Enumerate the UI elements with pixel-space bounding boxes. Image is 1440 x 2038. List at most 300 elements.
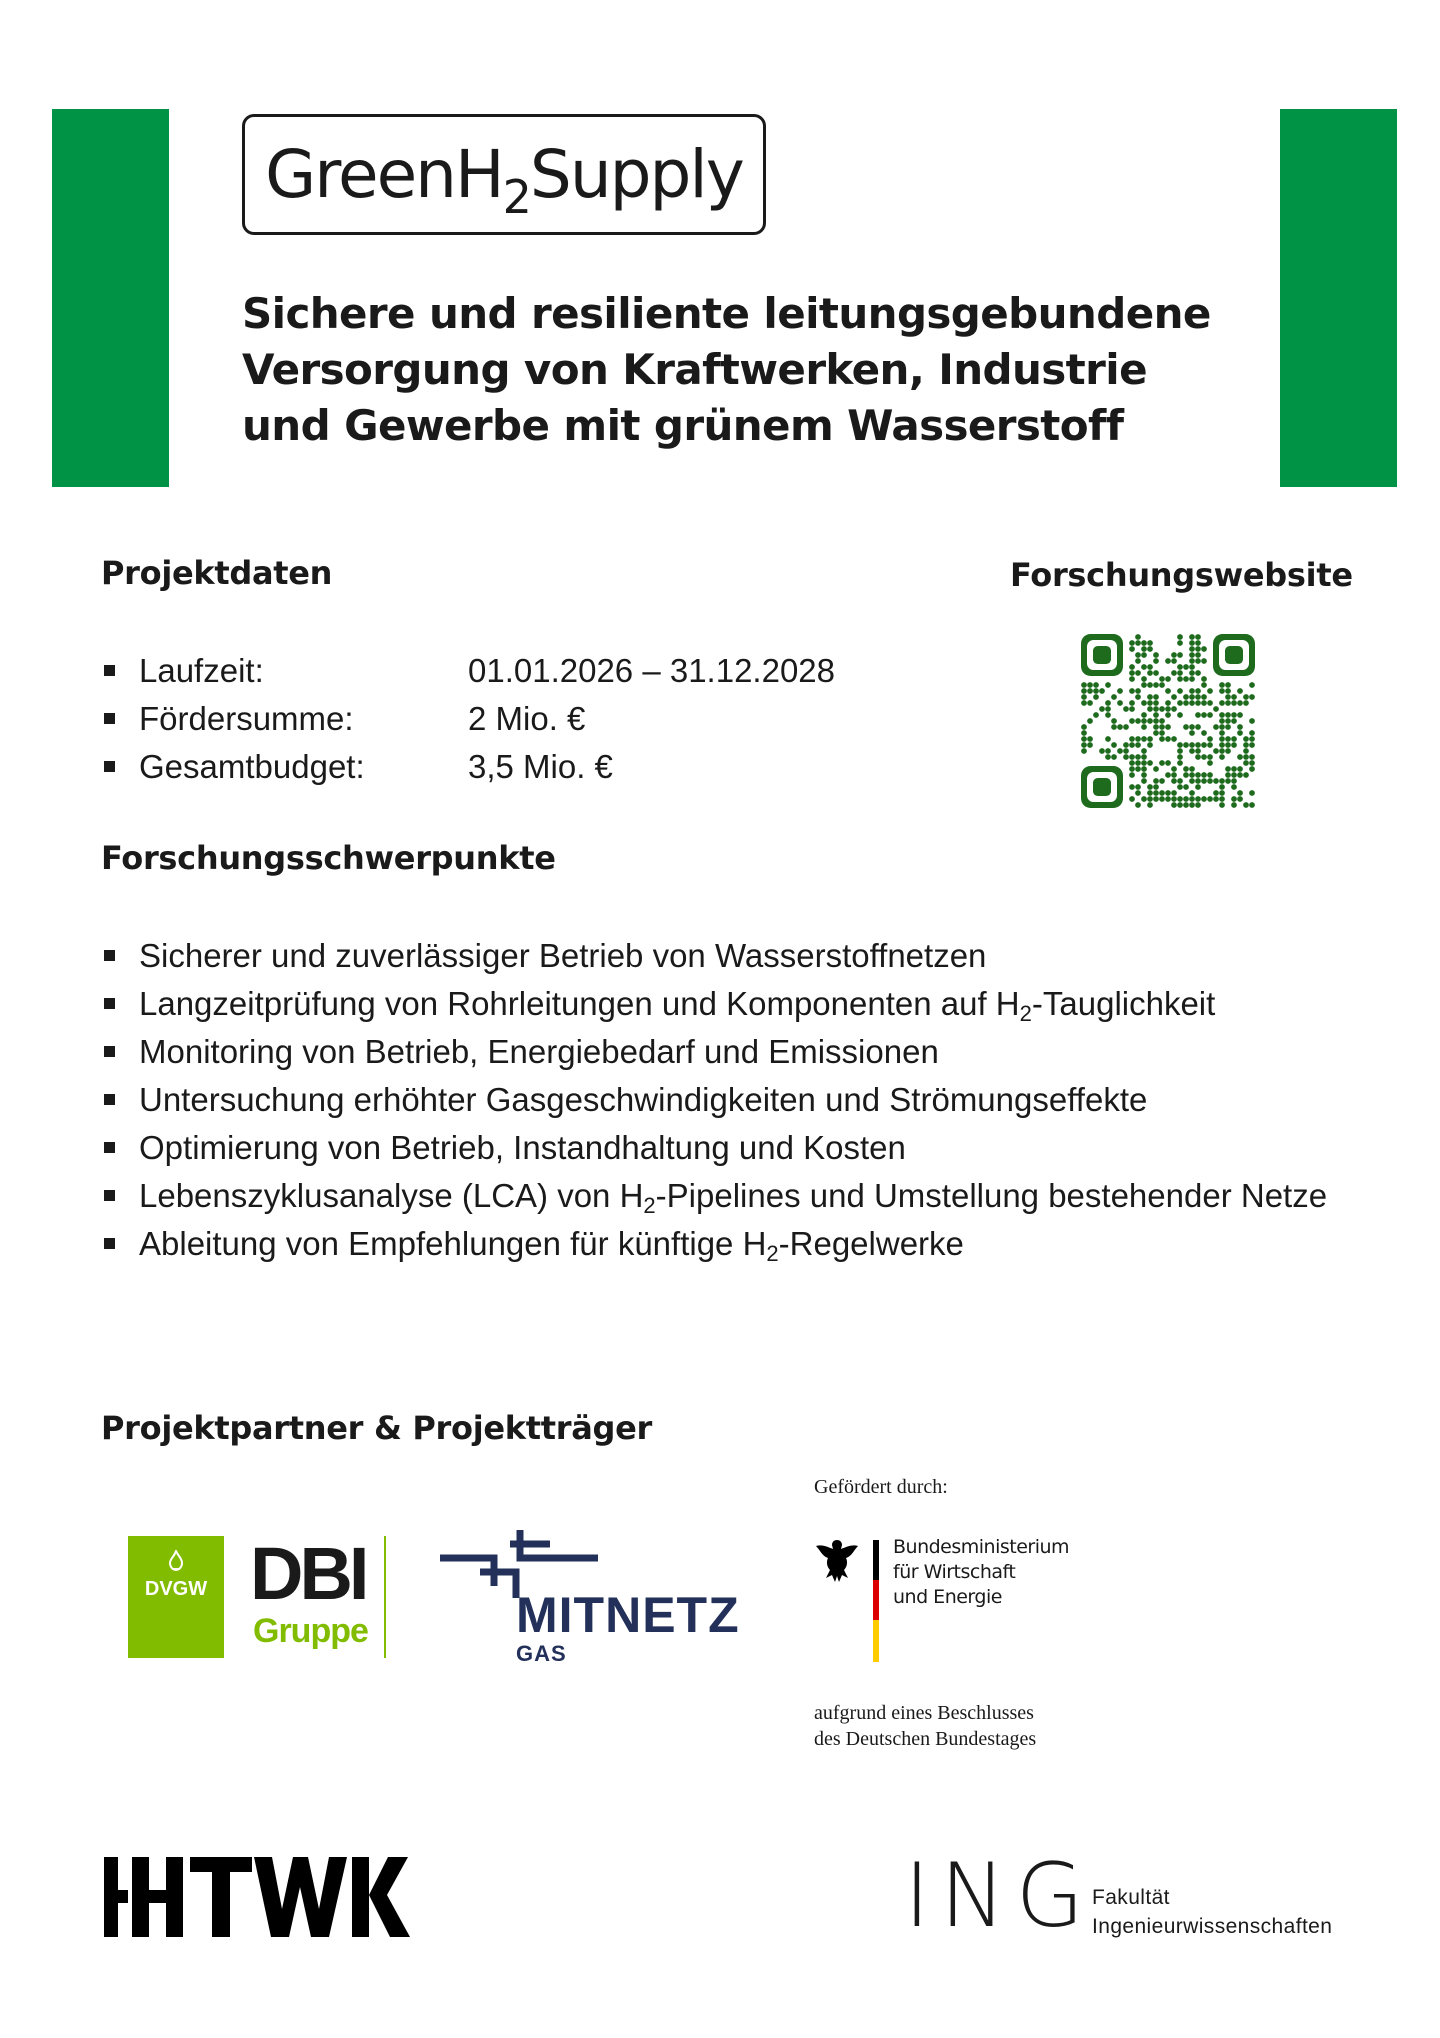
qr-module	[1189, 676, 1195, 682]
qr-module	[1243, 700, 1249, 706]
qr-module	[1207, 736, 1213, 742]
qr-module	[1225, 778, 1231, 784]
qr-module	[1189, 724, 1195, 730]
qr-module	[1141, 754, 1147, 760]
qr-module	[1249, 682, 1255, 688]
qr-module	[1153, 682, 1159, 688]
qr-module	[1153, 724, 1159, 730]
qr-module	[1201, 694, 1207, 700]
qr-module	[1171, 790, 1177, 796]
qr-module	[1105, 754, 1111, 760]
qr-module	[1141, 700, 1147, 706]
qr-module	[1165, 760, 1171, 766]
flag-stripe-red	[873, 1580, 879, 1620]
qr-module	[1201, 658, 1207, 664]
qr-module	[1219, 754, 1225, 760]
qr-module	[1129, 766, 1135, 772]
item-text: -Tauglichkeit	[1031, 985, 1216, 1022]
qr-module	[1195, 646, 1201, 652]
qr-module	[1195, 772, 1201, 778]
qr-module	[1135, 766, 1141, 772]
qr-module	[1231, 736, 1237, 742]
qr-module	[1243, 802, 1249, 808]
qr-module	[1147, 790, 1153, 796]
qr-module	[1189, 778, 1195, 784]
qr-module	[1159, 724, 1165, 730]
qr-module	[1189, 730, 1195, 736]
dbi-gruppe-label: Gruppe	[253, 1612, 368, 1650]
qr-module	[1159, 790, 1165, 796]
qr-module	[1129, 760, 1135, 766]
qr-module	[1135, 802, 1141, 808]
qr-module	[1153, 790, 1159, 796]
qr-module	[1231, 796, 1237, 802]
qr-module	[1195, 754, 1201, 760]
qr-module	[1129, 688, 1135, 694]
qr-module	[1159, 730, 1165, 736]
qr-module	[1201, 772, 1207, 778]
flag-stripe-gold	[873, 1620, 879, 1662]
qr-module	[1225, 718, 1231, 724]
qr-module	[1081, 724, 1087, 730]
qr-module	[1165, 676, 1171, 682]
qr-module	[1207, 700, 1213, 706]
bmwe-line: für Wirtschaft	[893, 1561, 1016, 1583]
htwk-logo	[104, 1857, 410, 1937]
qr-module	[1231, 778, 1237, 784]
qr-module	[1249, 718, 1255, 724]
qr-module	[1231, 772, 1237, 778]
qr-module	[1135, 760, 1141, 766]
qr-module	[1129, 772, 1135, 778]
qr-module	[1189, 640, 1195, 646]
beschluss-text	[814, 1700, 1036, 1752]
qr-module	[1219, 802, 1225, 808]
qr-module	[1237, 772, 1243, 778]
qr-module	[1147, 646, 1153, 652]
qr-module	[1195, 724, 1201, 730]
qr-module	[1249, 766, 1255, 772]
qr-module	[1129, 718, 1135, 724]
qr-module	[1141, 772, 1147, 778]
subscript: 2	[643, 1193, 656, 1218]
qr-module	[1147, 718, 1153, 724]
item-text: Monitoring von Betrieb, Energiebedarf und Emissionen	[139, 1033, 939, 1070]
list-item	[101, 743, 835, 791]
qr-module	[1159, 676, 1165, 682]
qr-module	[1081, 682, 1087, 688]
qr-module	[1213, 796, 1219, 802]
qr-module	[1201, 742, 1207, 748]
qr-module	[1177, 652, 1183, 658]
qr-module	[1207, 742, 1213, 748]
schwerpunkte-list	[101, 932, 1351, 1268]
qr-module	[1177, 634, 1183, 640]
qr-module	[1237, 796, 1243, 802]
qr-module	[1165, 658, 1171, 664]
qr-module	[1111, 718, 1117, 724]
qr-module	[1213, 706, 1219, 712]
qr-module	[1171, 778, 1177, 784]
qr-module	[1171, 802, 1177, 808]
qr-module	[1249, 730, 1255, 736]
qr-module	[1231, 718, 1237, 724]
item-label: Gesamtbudget:	[139, 748, 365, 785]
qr-module	[1081, 730, 1087, 736]
logo-divider	[384, 1536, 386, 1658]
item-text: -Pipelines und Umstellung bestehender Netze	[655, 1177, 1328, 1214]
qr-module	[1201, 712, 1207, 718]
qr-module	[1243, 694, 1249, 700]
list-item	[101, 1220, 1351, 1268]
qr-module	[1225, 772, 1231, 778]
qr-module	[1153, 730, 1159, 736]
qr-module	[1207, 712, 1213, 718]
qr-module	[1081, 700, 1087, 706]
qr-module	[1195, 634, 1201, 640]
qr-module	[1135, 670, 1141, 676]
qr-module	[1183, 802, 1189, 808]
qr-module	[1129, 796, 1135, 802]
qr-module	[1201, 682, 1207, 688]
qr-module	[1243, 760, 1249, 766]
qr-module	[1111, 724, 1117, 730]
qr-module	[1147, 706, 1153, 712]
qr-module	[1183, 694, 1189, 700]
qr-module	[1135, 784, 1141, 790]
qr-module	[1159, 706, 1165, 712]
qr-module	[1141, 664, 1147, 670]
item-text: Lebenszyklusanalyse (LCA) von H	[139, 1177, 644, 1214]
qr-module	[1147, 700, 1153, 706]
qr-module	[1087, 718, 1093, 724]
gefoerdert-label: Gefördert durch:	[814, 1476, 948, 1498]
qr-module	[1093, 688, 1099, 694]
qr-module	[1147, 760, 1153, 766]
qr-module	[1219, 736, 1225, 742]
qr-module	[1225, 700, 1231, 706]
qr-module	[1225, 736, 1231, 742]
qr-module	[1147, 664, 1153, 670]
qr-module	[1219, 796, 1225, 802]
list-item	[101, 1124, 1351, 1172]
qr-module	[1219, 724, 1225, 730]
qr-module	[1147, 682, 1153, 688]
qr-module	[1189, 652, 1195, 658]
qr-module	[1219, 748, 1225, 754]
qr-module	[1171, 766, 1177, 772]
qr-module	[1225, 682, 1231, 688]
qr-module	[1141, 766, 1147, 772]
qr-module	[1081, 694, 1087, 700]
qr-module	[1111, 754, 1117, 760]
qr-module	[1231, 766, 1237, 772]
qr-module	[1183, 772, 1189, 778]
qr-module	[1177, 760, 1183, 766]
qr-module	[1213, 790, 1219, 796]
qr-module	[1189, 688, 1195, 694]
qr-module	[1147, 694, 1153, 700]
item-text: -Regelwerke	[778, 1225, 964, 1262]
qr-module	[1249, 736, 1255, 742]
qr-module	[1219, 682, 1225, 688]
qr-module	[1177, 670, 1183, 676]
qr-module	[1081, 742, 1087, 748]
list-item	[101, 980, 1351, 1028]
qr-module	[1153, 718, 1159, 724]
qr-module	[1105, 682, 1111, 688]
qr-module	[1177, 688, 1183, 694]
faculty-label	[1092, 1883, 1332, 1941]
qr-module	[1135, 742, 1141, 748]
qr-module	[1129, 754, 1135, 760]
qr-module	[1237, 730, 1243, 736]
logo-text: GreenH$_2$Supply	[265, 136, 743, 224]
projektdaten-heading: Projektdaten	[101, 554, 333, 592]
qr-module	[1159, 682, 1165, 688]
item-value: 2 Mio. €	[468, 700, 586, 737]
qr-module	[1195, 652, 1201, 658]
website-heading: Forschungswebsite	[1010, 556, 1353, 594]
qr-module	[1153, 652, 1159, 658]
qr-module	[1177, 754, 1183, 760]
qr-module	[1171, 694, 1177, 700]
qr-module	[1243, 772, 1249, 778]
qr-module	[1177, 700, 1183, 706]
qr-module	[1213, 748, 1219, 754]
qr-module	[1171, 652, 1177, 658]
qr-module	[1183, 742, 1189, 748]
qr-module	[1177, 712, 1183, 718]
mitnetz-label: MITNETZ	[516, 1587, 740, 1643]
item-label: Laufzeit:	[139, 652, 264, 689]
qr-module	[1135, 658, 1141, 664]
qr-module	[1117, 700, 1123, 706]
qr-module	[1123, 754, 1129, 760]
item-text: Langzeitprüfung von Rohrleitungen und Komponenten auf H	[139, 985, 1020, 1022]
qr-module	[1189, 766, 1195, 772]
mitnetz-gas-label: GAS	[516, 1641, 567, 1666]
qr-module	[1201, 676, 1207, 682]
qr-module	[1099, 706, 1105, 712]
qr-module	[1243, 754, 1249, 760]
qr-module	[1171, 706, 1177, 712]
qr-module	[1147, 802, 1153, 808]
qr-module	[1117, 748, 1123, 754]
qr-module	[1189, 646, 1195, 652]
qr-module	[1129, 670, 1135, 676]
qr-module	[1225, 712, 1231, 718]
qr-module	[1219, 712, 1225, 718]
qr-module	[1111, 694, 1117, 700]
qr-module	[1135, 652, 1141, 658]
qr-module	[1207, 778, 1213, 784]
qr-module	[1207, 796, 1213, 802]
subscript: 2	[1019, 1001, 1032, 1026]
qr-module	[1195, 688, 1201, 694]
qr-module	[1225, 742, 1231, 748]
qr-module	[1189, 742, 1195, 748]
qr-module	[1225, 724, 1231, 730]
projektdaten-list	[101, 647, 835, 791]
qr-module	[1207, 760, 1213, 766]
item-text: Untersuchung erhöhter Gasgeschwindigkeiten und Strömungseffekte	[139, 1081, 1148, 1118]
bmwe-label	[893, 1535, 1069, 1610]
list-item	[101, 1028, 1351, 1076]
qr-module	[1153, 670, 1159, 676]
qr-module	[1195, 658, 1201, 664]
qr-module	[1135, 688, 1141, 694]
qr-module	[1219, 742, 1225, 748]
qr-module	[1159, 760, 1165, 766]
qr-module	[1207, 772, 1213, 778]
qr-module	[1189, 700, 1195, 706]
qr-module	[1177, 676, 1183, 682]
qr-module	[1141, 724, 1147, 730]
qr-module	[1147, 796, 1153, 802]
qr-module	[1165, 724, 1171, 730]
qr-module	[1081, 736, 1087, 742]
faculty-line: Fakultät	[1092, 1886, 1170, 1909]
qr-module	[1207, 754, 1213, 760]
qr-module	[1195, 796, 1201, 802]
qr-module	[1219, 790, 1225, 796]
qr-module	[1201, 700, 1207, 706]
qr-module	[1153, 778, 1159, 784]
qr-module	[1195, 640, 1201, 646]
qr-module	[1201, 796, 1207, 802]
qr-module	[1153, 796, 1159, 802]
qr-module	[1195, 742, 1201, 748]
qr-module	[1123, 748, 1129, 754]
qr-module	[1081, 748, 1087, 754]
qr-module	[1159, 796, 1165, 802]
qr-module	[1243, 736, 1249, 742]
qr-module	[1123, 742, 1129, 748]
list-item	[101, 1076, 1351, 1124]
qr-module	[1195, 802, 1201, 808]
qr-module	[1195, 712, 1201, 718]
qr-module	[1189, 748, 1195, 754]
qr-module	[1093, 682, 1099, 688]
qr-module	[1129, 676, 1135, 682]
qr-module	[1165, 700, 1171, 706]
qr-module	[1177, 742, 1183, 748]
qr-module	[1141, 778, 1147, 784]
qr-code-icon[interactable]	[1081, 634, 1255, 808]
qr-module	[1225, 766, 1231, 772]
qr-module	[1171, 736, 1177, 742]
qr-module	[1105, 748, 1111, 754]
qr-module	[1177, 640, 1183, 646]
qr-module	[1105, 700, 1111, 706]
title-line-3: und Gewerbe mit grünem Wasserstoff	[242, 401, 1124, 450]
qr-module	[1129, 646, 1135, 652]
qr-module	[1165, 772, 1171, 778]
qr-module	[1249, 694, 1255, 700]
item-text: Ableitung von Empfehlungen für künftige H	[139, 1225, 767, 1262]
qr-module	[1219, 688, 1225, 694]
qr-module	[1141, 760, 1147, 766]
qr-module	[1087, 682, 1093, 688]
qr-module	[1243, 742, 1249, 748]
qr-module	[1141, 718, 1147, 724]
qr-module	[1219, 730, 1225, 736]
item-text: Optimierung von Betrieb, Instandhaltung und Kosten	[139, 1129, 906, 1166]
qr-module	[1189, 802, 1195, 808]
qr-module	[1135, 790, 1141, 796]
list-item	[101, 1172, 1351, 1220]
dvgw-logo	[128, 1536, 224, 1658]
bmwe-line: und Energie	[893, 1586, 1002, 1608]
qr-module	[1231, 700, 1237, 706]
qr-module	[1141, 712, 1147, 718]
green-bar-left	[52, 109, 169, 487]
list-item	[101, 932, 1351, 980]
qr-module	[1177, 784, 1183, 790]
qr-module	[1249, 754, 1255, 760]
partner-heading: Projektpartner & Projektträger	[101, 1409, 653, 1447]
beschluss-line: des Deutschen Bundestages	[814, 1728, 1037, 1750]
item-value: 01.01.2026 – 31.12.2028	[468, 652, 836, 689]
qr-module	[1195, 700, 1201, 706]
qr-module	[1195, 748, 1201, 754]
qr-module	[1177, 664, 1183, 670]
qr-module	[1249, 742, 1255, 748]
qr-module	[1183, 796, 1189, 802]
qr-module	[1141, 736, 1147, 742]
qr-module	[1189, 670, 1195, 676]
qr-module	[1153, 706, 1159, 712]
flame-icon	[165, 1550, 187, 1572]
qr-module	[1165, 790, 1171, 796]
qr-module	[1129, 736, 1135, 742]
qr-module	[1147, 670, 1153, 676]
qr-module	[1141, 796, 1147, 802]
qr-module	[1177, 778, 1183, 784]
qr-module	[1189, 772, 1195, 778]
qr-module	[1243, 748, 1249, 754]
qr-module	[1165, 712, 1171, 718]
qr-module	[1153, 712, 1159, 718]
qr-module	[1171, 772, 1177, 778]
qr-module	[1201, 778, 1207, 784]
qr-module	[1231, 694, 1237, 700]
qr-module	[1129, 706, 1135, 712]
qr-module	[1129, 640, 1135, 646]
qr-module	[1147, 640, 1153, 646]
item-text: Sicherer und zuverlässiger Betrieb von Wasserstoffnetzen	[139, 937, 987, 974]
qr-module	[1231, 742, 1237, 748]
qr-module	[1237, 688, 1243, 694]
qr-module	[1213, 724, 1219, 730]
qr-module	[1135, 718, 1141, 724]
qr-module	[1105, 736, 1111, 742]
qr-module	[1159, 778, 1165, 784]
federal-eagle-icon	[814, 1536, 860, 1586]
green-bar-right	[1280, 109, 1397, 487]
qr-module	[1177, 748, 1183, 754]
qr-module	[1189, 664, 1195, 670]
dvgw-label: DVGW	[144, 1578, 208, 1600]
qr-module	[1129, 700, 1135, 706]
faculty-line: Ingenieurwissenschaften	[1092, 1915, 1333, 1938]
qr-module	[1195, 670, 1201, 676]
qr-module	[1213, 778, 1219, 784]
subscript: 2	[766, 1241, 779, 1266]
qr-module	[1123, 724, 1129, 730]
qr-module	[1087, 736, 1093, 742]
